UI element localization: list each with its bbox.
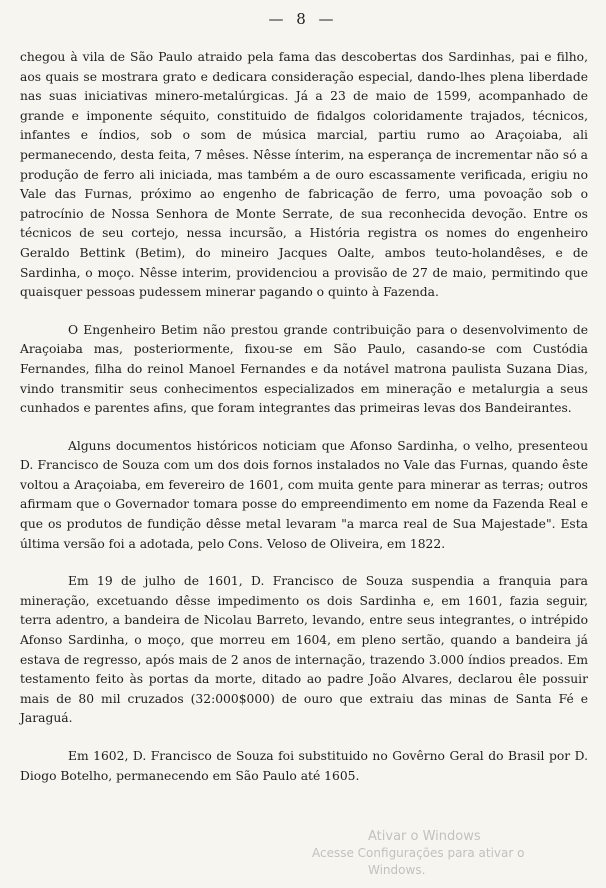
watermark-line: Acesse Configurações para ativar o (312, 846, 525, 860)
document-body (20, 48, 588, 804)
activation-watermark (312, 828, 606, 879)
paragraph: Alguns documentos históricos noticiam que Afonso Sardinha, o velho, presenteou D. Francisco de Souza com um dos dois fornos instalados no Vale das Furnas, quando êste voltou a Araçoiaba, em fevereiro de 1601, com muita gente para minerar as terras; outros afirmam que o Governador tomara posse do empreendimento em nome da Fazenda Real e que os produtos de fundição dêsse metal levaram "a marca real de Sua Majestade". Esta última versão foi a adotada, pelo Cons. Veloso de Oliveira, em 1822. (20, 438, 588, 551)
page-number: — 8 — (268, 10, 338, 28)
paragraph: Em 19 de julho de 1601, D. Francisco de Souza suspendia a franquia para mineração, excetuando dêsse impedimento os dois Sardinha e, em 1601, fazia seguir, terra adentro, a bandeira de Nicolau Barreto, levando, entre seus integrantes, o intrépido Afonso Sardinha, o moço, que morreu em 1604, em pleno sertão, quando a bandeira já estava de regresso, após mais de 2 anos de internação, trazendo 3.000 índios preados. Em testamento feito às portas da morte, ditado ao padre João Alvares, declarou êle possuir mais de 80 mil cruzados (32:000$000) de ouro que extraiu das minas de Santa Fé e Jaraguá. (20, 574, 588, 726)
watermark-line: Windows. (368, 863, 426, 877)
paragraph: chegou à vila de São Paulo atraido pela fama das descobertas dos Sardinhas, pai e filho, aos quais se mostrara grato e dedicara consideração especial, dando-lhes plena liberdade nas suas iniciativas minero-metalúrgicas. Já a 23 de maio de 1599, acompanhado de grande e imponente séquito, constituido de fidalgos coloridamente trajados, técnicos, infantes e índios, sob o som de música marcial, partiu rumo ao Araçoiaba, ali permanecendo, desta feita, 7 mêses. Nêsse ínterim, na esperança de incrementar não só a produção de ferro ali iniciada, mas também a de ouro escassamente verificada, erigiu no Vale das Furnas, próximo ao engenho de fabricação de ferro, uma povoação sob o patrocínio de Nossa Senhora de Monte Serrate, de sua reconhecida devoção. Entre os técnicos de seu cortejo, nessa incursão, a História registra os nomes do engenheiro Geraldo Bettink (Betim), do mineiro Jacques Oalte, ambos teuto-holandêses, e de Sardinha, o moço. Nêsse interim, providenciou a provisão de 27 de maio, permitindo que quaisquer pessoas pudessem minerar pagando o quinto à Fazenda. (20, 50, 588, 300)
paragraph: O Engenheiro Betim não prestou grande contribuição para o desenvolvimento de Araçoiaba mas, posteriormente, fixou-se em São Paulo, casando-se com Custódia Fernandes, filha do reinol Manoel Fernandes e da notável matrona paulista Suzana Dias, vindo transmitir seus conhecimentos especializados em mineração e metalurgia a seus cunhados e parentes afins, que foram integrantes das primeiras levas dos Bandeirantes. (20, 322, 588, 416)
paragraph: Em 1602, D. Francisco de Souza foi substituido no Govêrno Geral do Brasil por D. Diogo Botelho, permanecendo em São Paulo até 1605. (20, 749, 588, 783)
watermark-title: Ativar o Windows (368, 829, 481, 844)
